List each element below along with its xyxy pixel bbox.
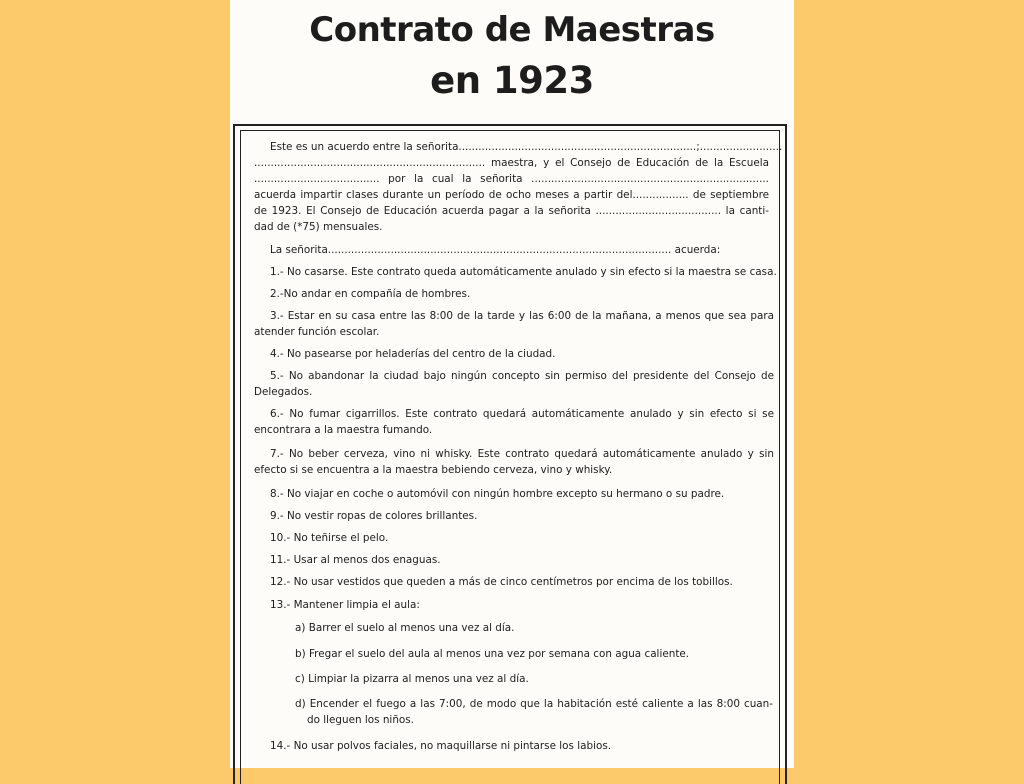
rule-item: 11.- Usar al menos dos enaguas. bbox=[270, 554, 441, 566]
intro-line: acuerda impartir clases durante un período de ocho meses a partir del................. de septiembre bbox=[254, 189, 769, 201]
sub-rule-item: a) Barrer el suelo al menos una vez al día. bbox=[295, 622, 515, 634]
sub-rule-item bbox=[295, 696, 773, 728]
rule-item: 2.-No andar en compañía de hombres. bbox=[270, 288, 471, 300]
rule-item bbox=[254, 368, 774, 400]
rule-line: Delegados. bbox=[254, 386, 313, 398]
agreement-line: La señorita........................................................................................................ acuerda: bbox=[270, 244, 721, 256]
rule-line: 7.- No beber cerveza, vino ni whisky. Este contrato quedará automáticamente anulado y sin bbox=[270, 448, 774, 460]
sub-rule-item: b) Fregar el suelo del aula al menos una vez por semana con agua caliente. bbox=[295, 648, 690, 660]
intro-line: ...................................... por la cual la señorita ........................................................................ bbox=[254, 173, 769, 185]
rule-item: 4.- No pasearse por heladerías del centro de la ciudad. bbox=[270, 348, 556, 360]
sub-rule-line: d) Encender el fuego a las 7:00, de modo que la habitación esté caliente a las 8:00 cuan- bbox=[295, 698, 773, 710]
rule-item: 9.- No vestir ropas de colores brillantes. bbox=[270, 510, 478, 522]
intro-line: Este es un acuerdo entre la señorita........................................................................;......................... bbox=[270, 141, 783, 153]
rule-item: 8.- No viajar en coche o automóvil con ningún hombre excepto su hermano o su padre. bbox=[270, 488, 725, 500]
rule-item bbox=[254, 406, 774, 438]
intro-paragraph bbox=[254, 139, 783, 235]
document-title-line-1: Contrato de Maestras bbox=[309, 10, 715, 50]
rule-line: 5.- No abandonar la ciudad bajo ningún concepto sin permiso del presidente del Consejo de bbox=[270, 370, 774, 382]
sub-rule-item: c) Limpiar la pizarra al menos una vez al día. bbox=[295, 673, 529, 685]
intro-line: de 1923. El Consejo de Educación acuerda pagar a la señorita ...................................... la canti- bbox=[254, 205, 769, 217]
sub-rule-line: do lleguen los niños. bbox=[307, 714, 414, 726]
contract-sheet bbox=[230, 0, 794, 768]
rule-item bbox=[254, 308, 774, 340]
rule-line: encontrara a la maestra fumando. bbox=[254, 424, 433, 436]
intro-line: ...................................................................... maestra, y el Consejo de Educación de la Escuela bbox=[254, 157, 769, 169]
rule-line: efecto si se encuentra a la maestra bebiendo cerveza, vino y whisky. bbox=[254, 464, 613, 476]
rule-line: 6.- No fumar cigarrillos. Este contrato quedará automáticamente anulado y sin efecto si se bbox=[270, 408, 774, 420]
rule-item: 10.- No teñirse el pelo. bbox=[270, 532, 389, 544]
document-title-line-2: en 1923 bbox=[430, 59, 594, 102]
rule-line: 3.- Estar en su casa entre las 8:00 de la tarde y las 6:00 de la mañana, a menos que sea para bbox=[270, 310, 774, 322]
rule-line: atender función escolar. bbox=[254, 326, 380, 338]
rule-item: 12.- No usar vestidos que queden a más de cinco centímetros por encima de los tobillos. bbox=[270, 576, 733, 588]
intro-line: dad de (*75) mensuales. bbox=[254, 221, 383, 233]
rule-item: 13.- Mantener limpia el aula: bbox=[270, 599, 420, 611]
rule-item: 1.- No casarse. Este contrato queda automáticamente anulado y sin efecto si la maestra se casa. bbox=[270, 266, 777, 278]
rule-item bbox=[254, 446, 774, 478]
rule-item: 14.- No usar polvos faciales, no maquillarse ni pintarse los labios. bbox=[270, 740, 612, 752]
